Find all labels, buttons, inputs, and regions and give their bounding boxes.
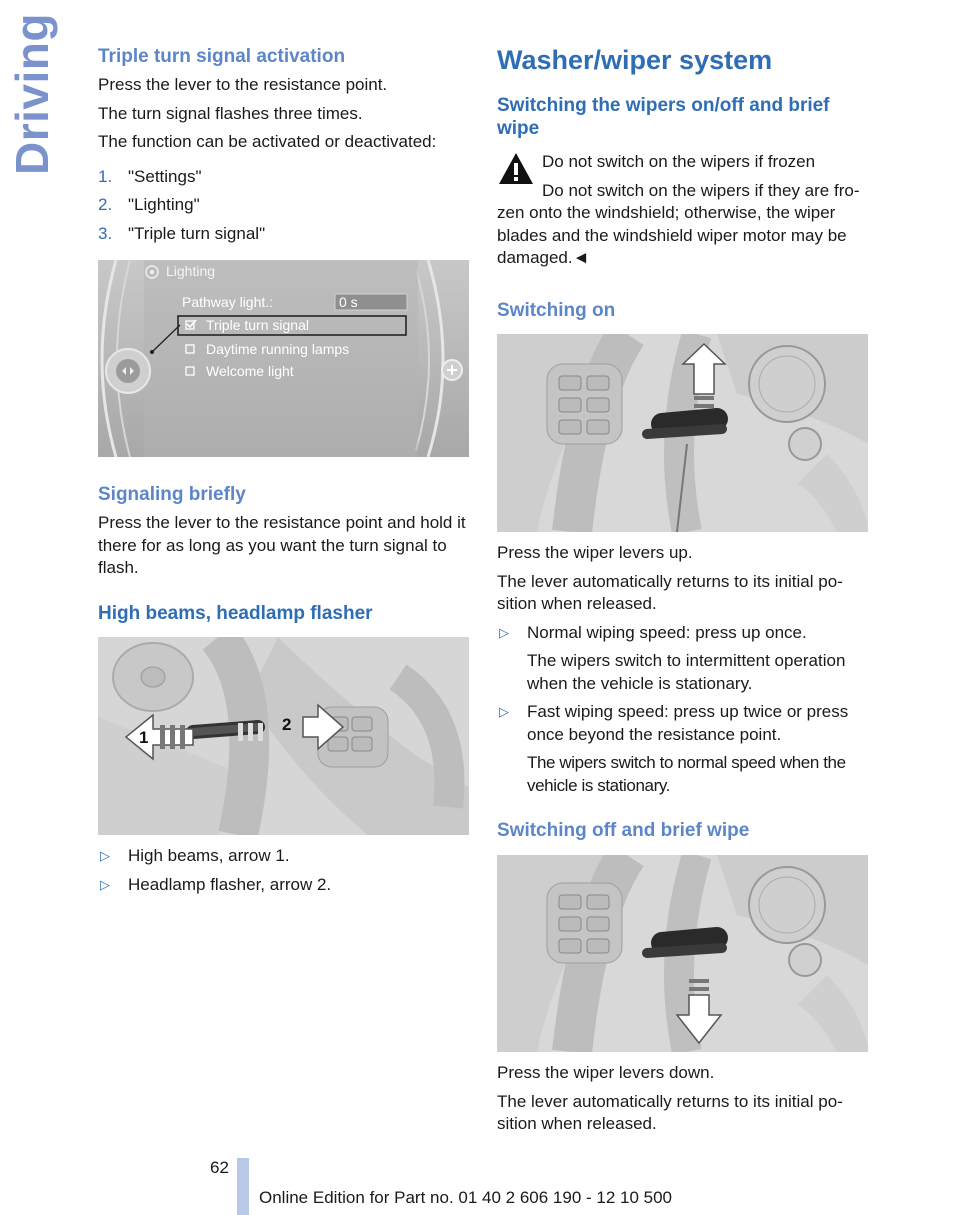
footer-edition: Online Edition for Part no. 01 40 2 606 190 - 12 10 500	[259, 1188, 673, 1207]
paragraph: Press the wiper levers down.	[497, 1063, 715, 1082]
lighting-menu-screenshot	[98, 260, 469, 457]
section-heading: Signaling briefly	[98, 484, 246, 505]
warning-icon	[497, 151, 535, 187]
list-item: ▷ High beams, arrow 1.	[98, 845, 470, 868]
section-heading: Triple turn signal activation	[98, 46, 346, 67]
section-heading: High beams, headlamp flasher	[98, 603, 373, 624]
page-heading: Washer/wiper system	[497, 45, 773, 75]
high-beams-bullets	[98, 845, 470, 896]
section-heading: Switching the wipers on/off and brief wipe	[497, 95, 830, 139]
footer-bar	[237, 1158, 249, 1215]
triangle-bullet-icon: ▷	[100, 876, 110, 892]
wiper-down-illustration	[497, 855, 868, 1052]
signaling-briefly-section	[98, 483, 470, 580]
high-beams-section	[98, 602, 470, 625]
triple-turn-section	[98, 45, 470, 245]
list-item: ▷ Headlamp flasher, arrow 2.	[98, 874, 470, 897]
section-heading: Switching on	[497, 299, 616, 321]
arrow-2-label: 2	[282, 715, 292, 734]
paragraph: The turn signal flashes three times.	[98, 103, 363, 123]
triangle-bullet-icon: ▷	[100, 848, 110, 863]
triangle-bullet-icon: ▷	[499, 624, 509, 640]
screen-title: Lighting	[166, 263, 216, 279]
list-note: The wipers switch to normal speed when the vehicle is stationary.	[527, 753, 846, 795]
paragraph: The lever automatically returns to its initial position when released.	[497, 571, 843, 613]
gear-icon	[144, 264, 160, 280]
chapter-title: Driving	[6, 13, 58, 175]
option-daytime-running-lamps: Daytime running lamps	[206, 341, 350, 357]
paragraph: Press the wiper levers up.	[497, 543, 693, 562]
paragraph: The function can be activated or deactivated:	[98, 132, 437, 151]
pathway-light-value: 0 s	[339, 294, 358, 310]
warning-text: Do not switch on the wipers if they are frozen onto the windshield; otherwise, the wiper blades and the windshield wiper motor may be damaged.◄	[497, 180, 860, 267]
list-item: ▷ Fast wiping speed: press up twice or press once beyond the resistance point. The wipers switch to normal speed when the vehicle is stationary.	[497, 701, 869, 797]
list-note: The wipers switch to intermittent operation when the vehicle is stationary.	[527, 651, 846, 693]
warning-block	[497, 151, 869, 270]
arrow-1-label: 1	[139, 728, 149, 747]
washer-wiper-section	[497, 44, 869, 322]
option-triple-turn-signal: Triple turn signal	[206, 317, 309, 333]
list-item: 3. "Triple turn signal"	[98, 223, 266, 243]
switching-on-text	[497, 542, 869, 797]
paragraph: The lever automatically returns to its initial position when released.	[497, 1091, 843, 1133]
warning-title: Do not switch on the wipers if frozen	[542, 152, 816, 171]
steps-list	[98, 166, 470, 246]
section-heading: Switching off and brief wipe	[497, 820, 750, 841]
list-item: ▷ Normal wiping speed: press up once. The wipers switch to intermittent operation when the vehicle is stationary.	[497, 622, 869, 696]
speed-bullets	[497, 622, 869, 798]
switching-off-heading-block	[497, 819, 869, 842]
paragraph: Press the lever to the resistance point and hold it there for as long as you want the turn signal to flash.	[98, 513, 466, 577]
paragraph: Press the lever to the resistance point.	[98, 75, 388, 94]
pathway-light-label: Pathway light.:	[182, 294, 274, 310]
high-beams-illustration	[98, 637, 469, 835]
wiper-up-illustration	[497, 334, 868, 532]
list-item: 1. "Settings"	[98, 166, 202, 186]
list-item: 2. "Lighting"	[98, 195, 200, 214]
option-welcome-light: Welcome light	[206, 363, 294, 379]
switching-off-text	[497, 1062, 869, 1136]
triangle-bullet-icon: ▷	[499, 704, 509, 719]
page-number: 62	[210, 1158, 229, 1177]
